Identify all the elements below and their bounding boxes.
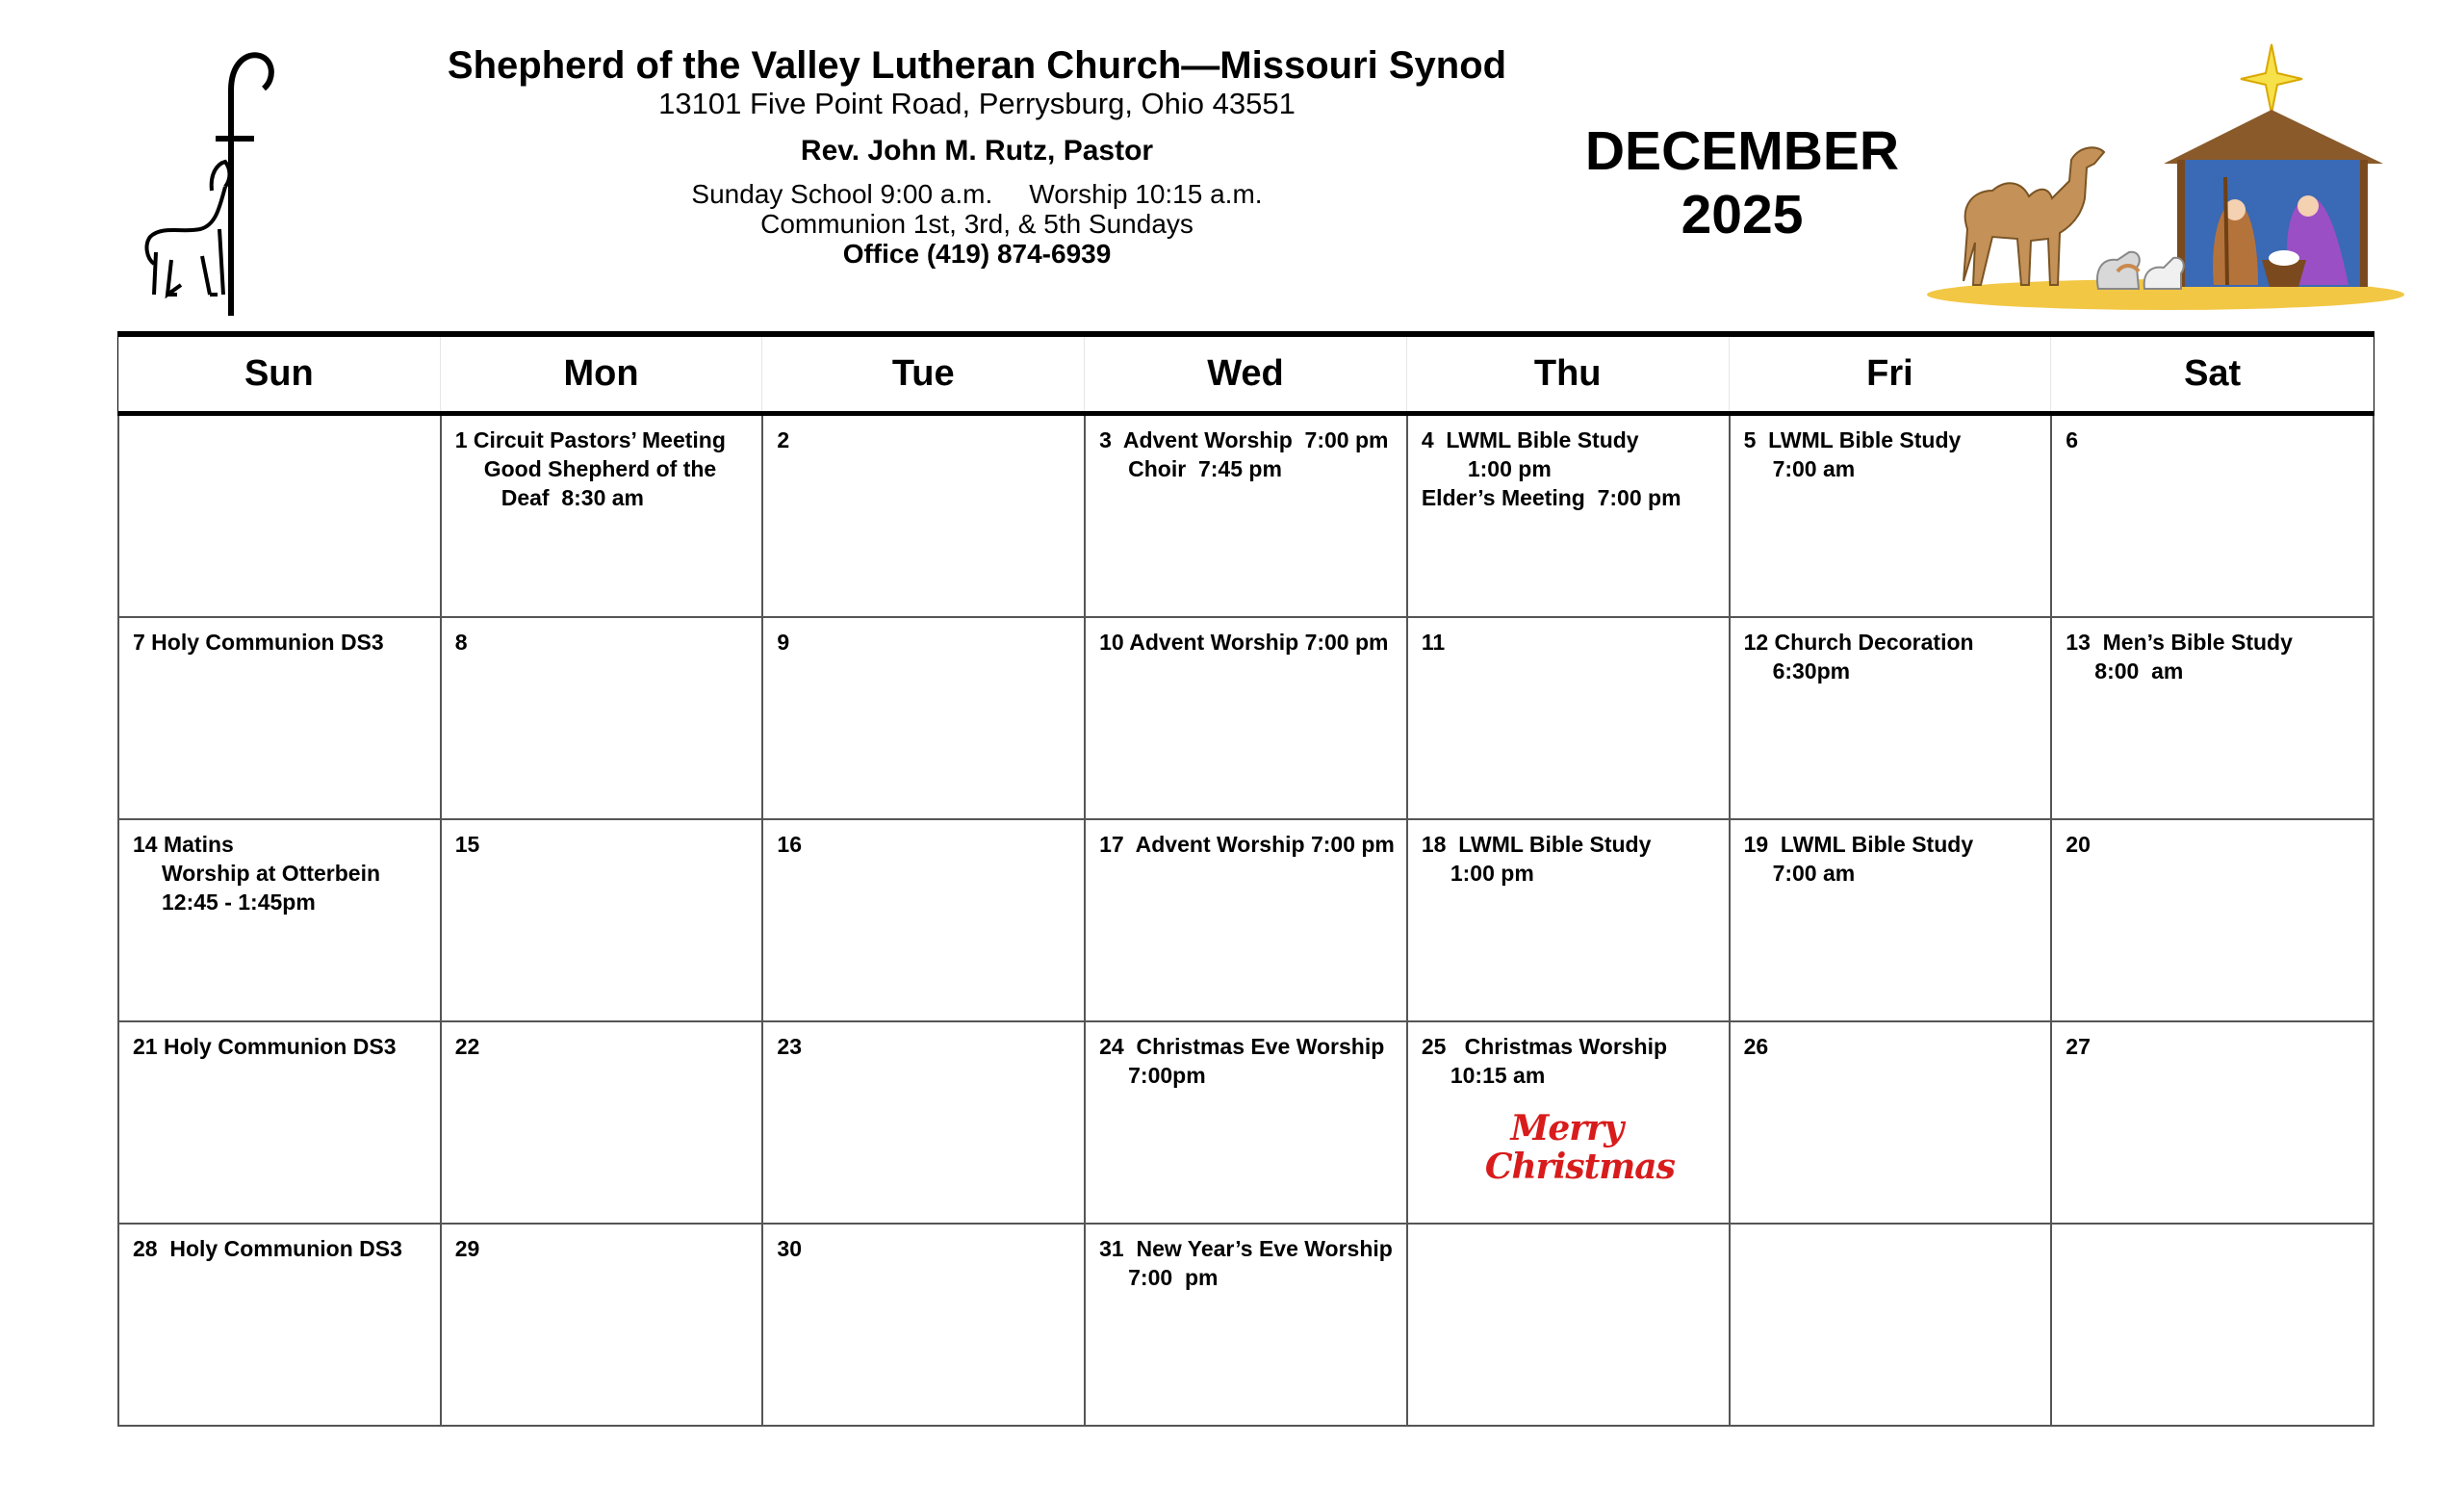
church-address: 13101 Five Point Road, Perrysburg, Ohio 43551 bbox=[658, 87, 1296, 120]
greeting-word: Christmas bbox=[1484, 1147, 1675, 1187]
weekday-wed: Wed bbox=[1085, 337, 1407, 411]
day-entry: 13 Men’s Bible Study bbox=[2066, 630, 2293, 655]
calendar-day-cell[interactable] bbox=[1086, 1225, 1408, 1427]
calendar-day-cell[interactable] bbox=[1731, 820, 2053, 1022]
pastor-name: Rev. John M. Rutz, Pastor bbox=[800, 135, 1154, 167]
day-entry: 25 Christmas Worship bbox=[1421, 1034, 1668, 1059]
day-entry: 15 bbox=[454, 832, 480, 857]
day-entry-detail: 8:00 am bbox=[2094, 658, 2184, 684]
weekday-header-row bbox=[117, 331, 2374, 416]
day-entry-detail: Deaf 8:30 am bbox=[500, 485, 645, 510]
year-label: 2025 bbox=[1681, 184, 1804, 245]
day-entry: 14 Matins bbox=[133, 832, 234, 857]
day-entry-detail: 6:30pm bbox=[1772, 658, 1851, 684]
calendar-day-cell[interactable] bbox=[1086, 820, 1408, 1022]
calendar-day-cell[interactable] bbox=[1408, 1225, 1731, 1427]
day-entry: 21 Holy Communion DS3 bbox=[133, 1034, 397, 1059]
calendar-day-cell[interactable] bbox=[119, 416, 442, 618]
weekday-mon: Mon bbox=[441, 337, 763, 411]
day-entry: 17 Advent Worship 7:00 pm bbox=[1099, 832, 1395, 857]
calendar-day-cell[interactable] bbox=[1731, 1225, 2053, 1427]
calendar-weeks bbox=[117, 416, 2374, 1427]
day-entry: 28 Holy Communion DS3 bbox=[133, 1236, 402, 1261]
day-entry: 16 bbox=[777, 832, 803, 857]
calendar-day-cell[interactable] bbox=[2052, 416, 2374, 618]
day-entry: 27 bbox=[2066, 1034, 2091, 1059]
day-entry: 1 Circuit Pastors’ Meeting bbox=[454, 427, 726, 452]
worship-time: Worship 10:15 a.m. bbox=[1029, 179, 1263, 209]
calendar-day-cell[interactable] bbox=[442, 618, 764, 820]
calendar-day-cell[interactable] bbox=[763, 820, 1086, 1022]
merry-christmas-greeting bbox=[1484, 1108, 1675, 1187]
sunday-school-time: Sunday School 9:00 a.m. bbox=[691, 179, 993, 209]
day-entry: 19 LWML Bible Study bbox=[1743, 832, 1974, 857]
day-entry: 12 Church Decoration bbox=[1743, 630, 1974, 655]
weekday-fri: Fri bbox=[1730, 337, 2052, 411]
calendar-day-cell[interactable] bbox=[442, 416, 764, 618]
day-entry: 23 bbox=[777, 1034, 803, 1059]
calendar-day-cell[interactable] bbox=[2052, 1022, 2374, 1225]
calendar-day-cell[interactable] bbox=[2052, 820, 2374, 1022]
day-entry-detail: Worship at Otterbein bbox=[162, 861, 381, 886]
lamb-and-shepherd-crook-logo bbox=[142, 46, 287, 316]
month-label: DECEMBER bbox=[1584, 120, 1900, 182]
office-phone: Office (419) 874-6939 bbox=[842, 239, 1112, 269]
calendar-day-cell[interactable] bbox=[1731, 618, 2053, 820]
calendar-day-cell[interactable] bbox=[1086, 618, 1408, 820]
calendar-header bbox=[0, 0, 2464, 327]
month-year-title bbox=[1559, 119, 1925, 246]
calendar-day-cell[interactable] bbox=[119, 618, 442, 820]
day-entry: 22 bbox=[454, 1034, 480, 1059]
calendar-day-cell[interactable] bbox=[1086, 416, 1408, 618]
day-entry-detail: Elder’s Meeting 7:00 pm bbox=[1421, 485, 1681, 510]
weekday-tue: Tue bbox=[762, 337, 1085, 411]
calendar-day-cell[interactable] bbox=[119, 1225, 442, 1427]
day-entry: 18 LWML Bible Study bbox=[1421, 832, 1652, 857]
calendar-day-cell[interactable] bbox=[119, 820, 442, 1022]
calendar-day-cell[interactable] bbox=[1731, 1022, 2053, 1225]
day-entry-detail: 7:00 am bbox=[1772, 861, 1856, 886]
day-entry-detail: 7:00 am bbox=[1772, 456, 1856, 481]
day-entry: 6 bbox=[2066, 427, 2079, 452]
calendar-day-cell[interactable] bbox=[1408, 1022, 1731, 1225]
church-name: Shepherd of the Valley Lutheran Church—Missouri Synod bbox=[447, 44, 1507, 87]
day-entry: 4 LWML Bible Study bbox=[1421, 427, 1639, 452]
weekday-sat: Sat bbox=[2184, 353, 2242, 394]
calendar-day-cell[interactable] bbox=[1086, 1022, 1408, 1225]
calendar-day-cell[interactable] bbox=[2052, 1225, 2374, 1427]
calendar-day-cell[interactable] bbox=[442, 1225, 764, 1427]
calendar-day-cell[interactable] bbox=[442, 820, 764, 1022]
communion-schedule: Communion 1st, 3rd, & 5th Sundays bbox=[760, 209, 1194, 239]
day-entry: 9 bbox=[777, 630, 790, 655]
day-entry: 31 New Year’s Eve Worship bbox=[1099, 1236, 1393, 1261]
day-entry-detail: 7:00 pm bbox=[1128, 1265, 1219, 1290]
day-entry: 10 Advent Worship 7:00 pm bbox=[1099, 630, 1389, 655]
day-entry: 8 bbox=[454, 630, 468, 655]
day-entry-detail: 1:00 pm bbox=[1450, 861, 1534, 886]
calendar-day-cell[interactable] bbox=[1408, 820, 1731, 1022]
nativity-scene-illustration bbox=[1925, 37, 2406, 316]
day-entry-detail: Good Shepherd of the bbox=[483, 456, 717, 481]
day-entry: 7 Holy Communion DS3 bbox=[133, 630, 384, 655]
month-calendar-grid bbox=[117, 331, 2374, 1427]
calendar-day-cell[interactable] bbox=[1408, 618, 1731, 820]
day-entry: 26 bbox=[1743, 1034, 1769, 1059]
day-entry-detail: 1:00 pm bbox=[1467, 456, 1552, 481]
calendar-day-cell[interactable] bbox=[763, 416, 1086, 618]
day-entry: 29 bbox=[454, 1236, 480, 1261]
calendar-day-cell[interactable] bbox=[763, 618, 1086, 820]
calendar-day-cell[interactable] bbox=[442, 1022, 764, 1225]
day-entry-detail: 7:00pm bbox=[1128, 1063, 1206, 1088]
calendar-day-cell[interactable] bbox=[1408, 416, 1731, 618]
day-entry-detail: 10:15 am bbox=[1450, 1063, 1546, 1088]
calendar-day-cell[interactable] bbox=[763, 1022, 1086, 1225]
day-entry: 30 bbox=[777, 1236, 803, 1261]
day-entry: 5 LWML Bible Study bbox=[1743, 427, 1962, 452]
weekday-sun: Sun bbox=[118, 337, 441, 411]
day-entry: 20 bbox=[2066, 832, 2091, 857]
greeting-word: Merry bbox=[1510, 1108, 1624, 1148]
day-entry: 11 bbox=[1421, 630, 1446, 655]
service-times bbox=[337, 179, 1617, 210]
calendar-day-cell[interactable] bbox=[1731, 416, 2053, 618]
calendar-day-cell[interactable] bbox=[2052, 618, 2374, 820]
weekday-thu: Thu bbox=[1407, 337, 1730, 411]
day-entry: 2 bbox=[777, 427, 790, 452]
day-entry: 3 Advent Worship 7:00 pm bbox=[1099, 427, 1389, 452]
day-entry-detail: Choir 7:45 pm bbox=[1128, 456, 1282, 481]
day-entry-detail: 12:45 - 1:45pm bbox=[162, 890, 316, 915]
calendar-day-cell[interactable] bbox=[119, 1022, 442, 1225]
day-entry: 24 Christmas Eve Worship bbox=[1099, 1034, 1385, 1059]
calendar-day-cell[interactable] bbox=[763, 1225, 1086, 1427]
